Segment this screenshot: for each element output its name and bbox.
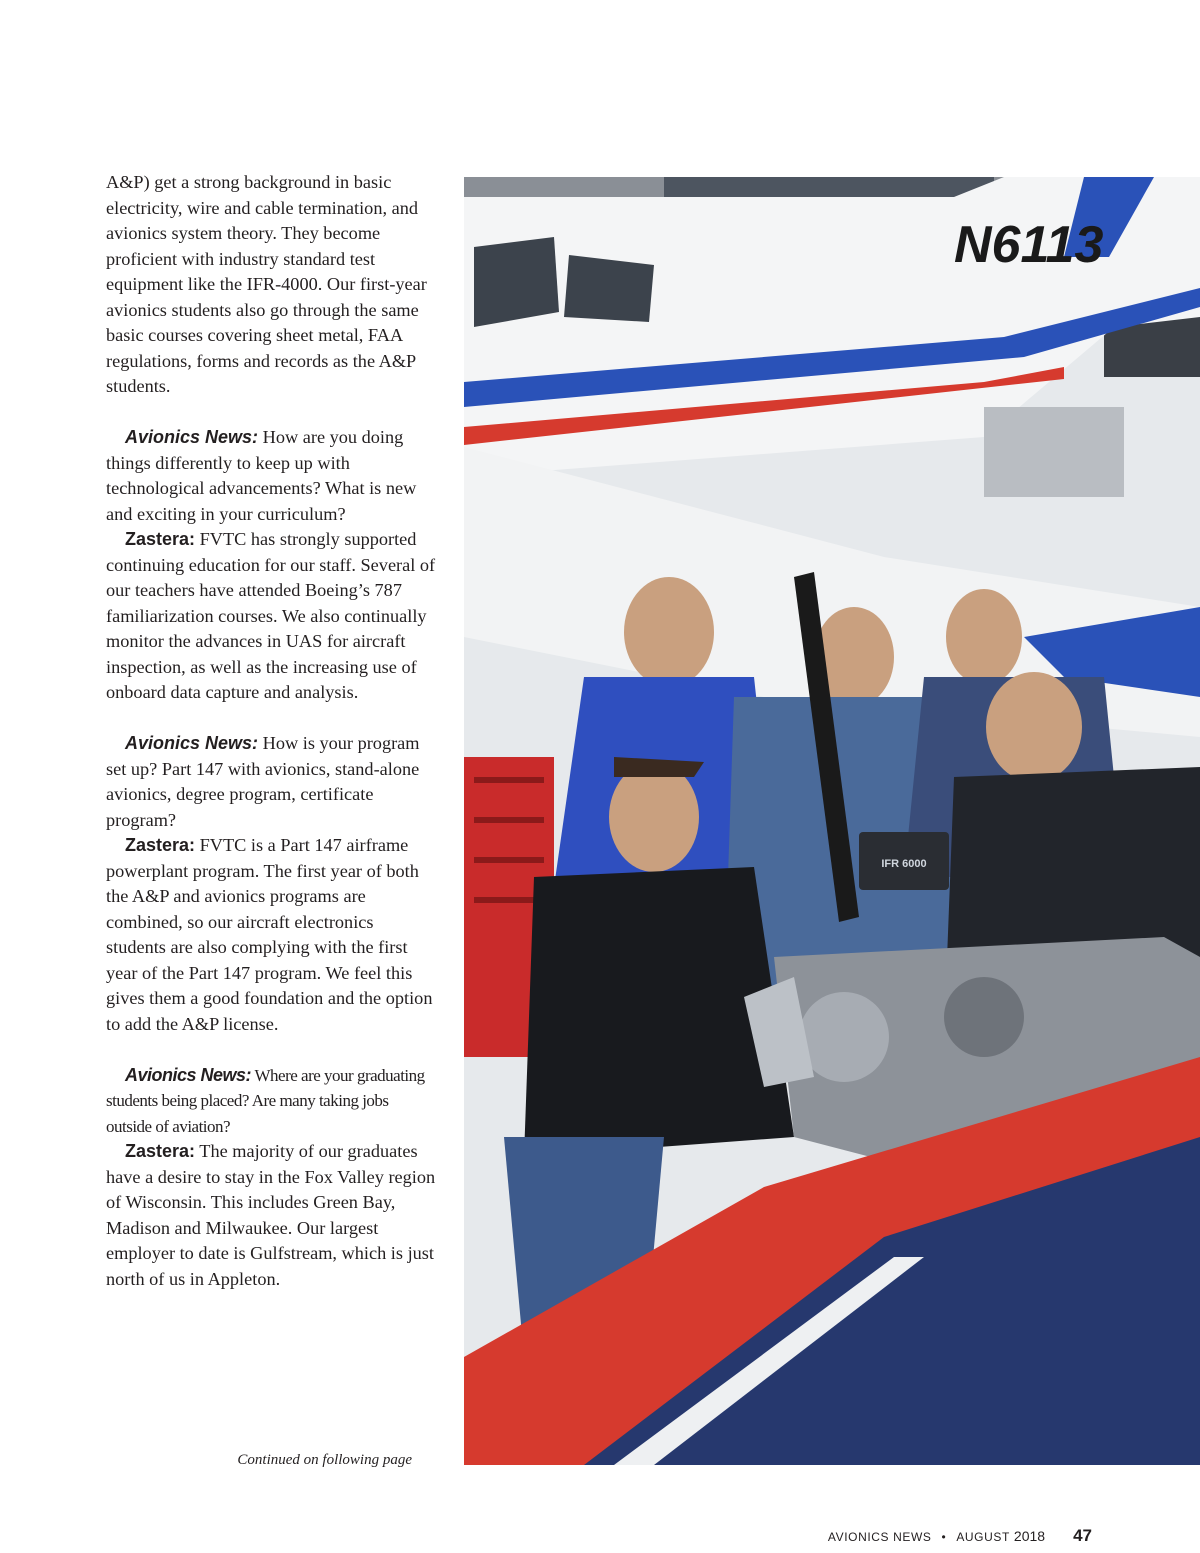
question-speaker: Avionics News: <box>125 733 259 753</box>
answer-speaker: Zastera: <box>125 529 196 549</box>
question-1 <box>106 425 436 527</box>
answer-text: FVTC is a Part 147 airframe powerplant program. The first year of both the A&P and avionics programs are combined, so our aircraft electronics students are also complying with the first year of the Part 147 program. We feel this gives them a good foundation and the option to add the A&P license. <box>106 835 433 1034</box>
question-text: How are you doing things differently to keep up with technological advancements? What is new and exciting in your curriculum? <box>106 427 417 524</box>
answer-speaker: Zastera: <box>125 835 196 855</box>
question-text: How is your program set up? Part 147 with avionics, stand-alone avionics, degree program, certificate program? <box>106 733 420 830</box>
footer-month: AUGUST <box>956 1530 1010 1544</box>
footer-year: 2018 <box>1013 1528 1046 1544</box>
answer-text: The majority of our graduates have a desire to stay in the Fox Valley region of Wisconsin. This includes Green Bay, Madison and Milwaukee. Our largest employer to date is Gulfstream, which is just north of us in Appleton. <box>106 1141 436 1289</box>
article-column <box>106 170 436 1292</box>
question-speaker: Avionics News: <box>125 427 259 447</box>
page-number: 47 <box>1073 1526 1092 1545</box>
question-text: Where are your graduating students being placed? Are many taking jobs outside of aviation? <box>106 1065 425 1136</box>
hangar-photo <box>464 177 1200 1465</box>
page-footer <box>828 1526 1092 1546</box>
question-2 <box>106 731 436 833</box>
answer-2 <box>106 833 436 1037</box>
tail-number: N6113 <box>954 216 1104 274</box>
answer-speaker: Zastera: <box>125 1141 196 1161</box>
answer-text: FVTC has strongly supported continuing education for our staff. Several of our teachers have attended Boeing’s 787 familiarization courses. We also continually monitor the advances in UAS for aircraft inspection, as well as the increasing use of onboard data capture and analysis. <box>106 529 436 702</box>
question-3 <box>106 1063 436 1140</box>
answer-1 <box>106 527 436 706</box>
hangar-photo-illustration <box>464 177 1200 1465</box>
device-label: IFR 6000 <box>881 858 927 870</box>
continued-note: Continued on following page <box>237 1452 412 1468</box>
article-intro-paragraph: A&P) get a strong background in basic electricity, wire and cable termination, and avionics system theory. They become proficient with industry standard test equipment like the IFR-4000. Our first-year avionics students also go through the same basic courses covering sheet metal, FAA regulations, forms and records as the A&P students. <box>106 172 427 396</box>
answer-3 <box>106 1139 436 1292</box>
footer-separator: • <box>941 1530 947 1544</box>
question-speaker: Avionics News: <box>125 1064 252 1085</box>
footer-magazine-name: AVIONICS NEWS <box>827 1530 932 1544</box>
